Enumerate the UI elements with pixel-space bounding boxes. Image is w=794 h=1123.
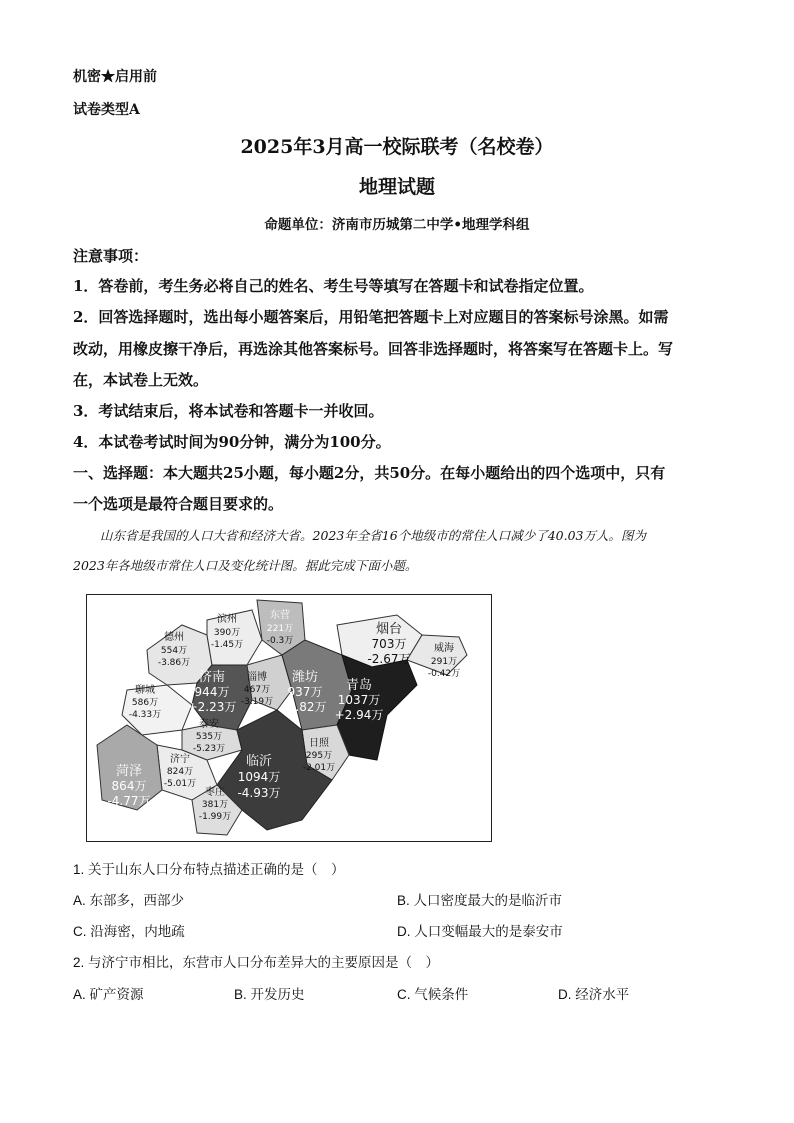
exam-title: 2025年3月高一校际联考（名校卷） (240, 136, 554, 158)
intro-text: 山东省是我国的人口大省和经济大省。2023年全省16个地级市的常住人口减少了40.03万人。图为 (100, 528, 647, 543)
city-change: -4.82万 (283, 700, 327, 714)
city-pop: 381万 (201, 800, 229, 810)
notice-item: 1．答卷前，考生务必将自己的姓名、考生号等填写在答题卡和试卷指定位置。 (73, 277, 594, 295)
question-2-option-b[interactable]: B. 开发历史 (234, 987, 305, 1002)
city-label-dongying (267, 608, 294, 646)
city-pop: 1037万 (337, 693, 381, 707)
city-name: 滨州 (217, 614, 237, 625)
city-name: 烟台 (375, 622, 403, 637)
notice-item-cont: 在，本试卷上无效。 (73, 371, 209, 389)
city-change: -1.99万 (198, 812, 232, 822)
notice-item-cont: 改动，用橡皮擦干净后，再选涂其他答案标号。回答非选择题时，将答案写在答题卡上。写 (73, 340, 674, 358)
city-name: 菏泽 (115, 764, 143, 779)
city-pop: 535万 (195, 732, 223, 742)
notice-item: 2．回答选择题时，选出每小题答案后，用铅笔把答题卡上对应题目的答案标号涂黑。如需 (73, 308, 669, 326)
city-change: +2.94万 (334, 708, 384, 722)
city-name: 青岛 (345, 678, 373, 693)
city-pop: 291万 (430, 657, 458, 667)
notice-item: 4．本试卷考试时间为90分钟，满分为100分。 (73, 433, 391, 451)
city-name: 聊城 (135, 685, 155, 696)
city-pop: 221万 (266, 624, 294, 634)
city-change: -3.19万 (240, 697, 274, 707)
confidential-mark: 机密★启用前 (73, 69, 157, 85)
question-2-option-c[interactable]: C. 气候条件 (397, 987, 469, 1002)
city-name: 临沂 (245, 754, 273, 769)
city-name: 东营 (270, 610, 290, 621)
city-change: -2.67万 (367, 652, 411, 666)
city-name: 威海 (434, 643, 454, 654)
city-change: -0.3万 (266, 636, 294, 646)
city-name: 日照 (309, 738, 329, 749)
city-change: -5.23万 (192, 744, 226, 754)
question-1-option-c[interactable]: C. 沿海密，内地疏 (73, 924, 185, 939)
question-2-stem: 2. 与济宁市相比，东营市人口分布差异大的主要原因是（ ） (73, 955, 440, 970)
city-pop: 944万 (194, 685, 230, 699)
city-pop: 467万 (243, 685, 271, 695)
city-change: -5.01万 (163, 779, 197, 789)
city-change: -3.86万 (157, 658, 191, 668)
city-pop: 554万 (160, 646, 188, 656)
city-name: 济宁 (170, 754, 190, 765)
question-2-option-d[interactable]: D. 经济水平 (558, 987, 630, 1002)
map-svg (87, 595, 491, 841)
population-map (86, 594, 492, 842)
city-name: 德州 (164, 632, 184, 643)
city-name: 济南 (198, 670, 226, 685)
city-change: -1.45万 (210, 640, 244, 650)
city-pop: 864万 (111, 779, 147, 793)
city-change: -4.77万 (107, 794, 151, 808)
question-1-option-b[interactable]: B. 人口密度最大的是临沂市 (397, 893, 563, 908)
city-pop: 586万 (131, 698, 159, 708)
city-change: -2.01万 (302, 763, 336, 773)
city-change: -0.42万 (427, 669, 461, 679)
notice-heading: 注意事项： (73, 247, 149, 265)
city-name: 潍坊 (291, 670, 319, 685)
subject-title: 地理试题 (358, 176, 435, 198)
city-name: 泰安 (199, 719, 219, 730)
city-pop: 824万 (166, 767, 194, 777)
city-change: +2.23万 (187, 700, 237, 714)
city-change: -4.93万 (237, 786, 281, 800)
question-2-option-a[interactable]: A. 矿产资源 (73, 987, 144, 1002)
city-name: 枣庄 (205, 787, 225, 798)
question-1-option-a[interactable]: A. 东部多，西部少 (73, 893, 185, 908)
author-line: 命题单位：济南市历城第二中学•地理学科组 (264, 217, 530, 233)
notice-item: 3．考试结束后，将本试卷和答题卡一并收回。 (73, 402, 384, 420)
city-change: -4.33万 (128, 710, 162, 720)
city-pop: 703万 (371, 637, 407, 651)
city-name: 淄博 (247, 672, 267, 683)
question-1-stem: 1. 关于山东人口分布特点描述正确的是（ ） (73, 862, 345, 877)
section-heading: 一、选择题：本大题共25小题，每小题2分，共50分。在每小题给出的四个选项中，只有 (73, 464, 666, 482)
city-pop: 390万 (213, 628, 241, 638)
city-pop: 1094万 (237, 770, 281, 784)
city-pop: 937万 (287, 685, 323, 699)
paper-type: 试卷类型A (73, 102, 140, 118)
question-1-option-d[interactable]: D. 人口变幅最大的是泰安市 (397, 924, 563, 939)
city-pop: 295万 (305, 751, 333, 761)
section-heading-cont: 一个选项是最符合题目要求的。 (73, 495, 284, 513)
intro-text-cont: 2023年各地级市常住人口及变化统计图。据此完成下面小题。 (73, 558, 418, 573)
